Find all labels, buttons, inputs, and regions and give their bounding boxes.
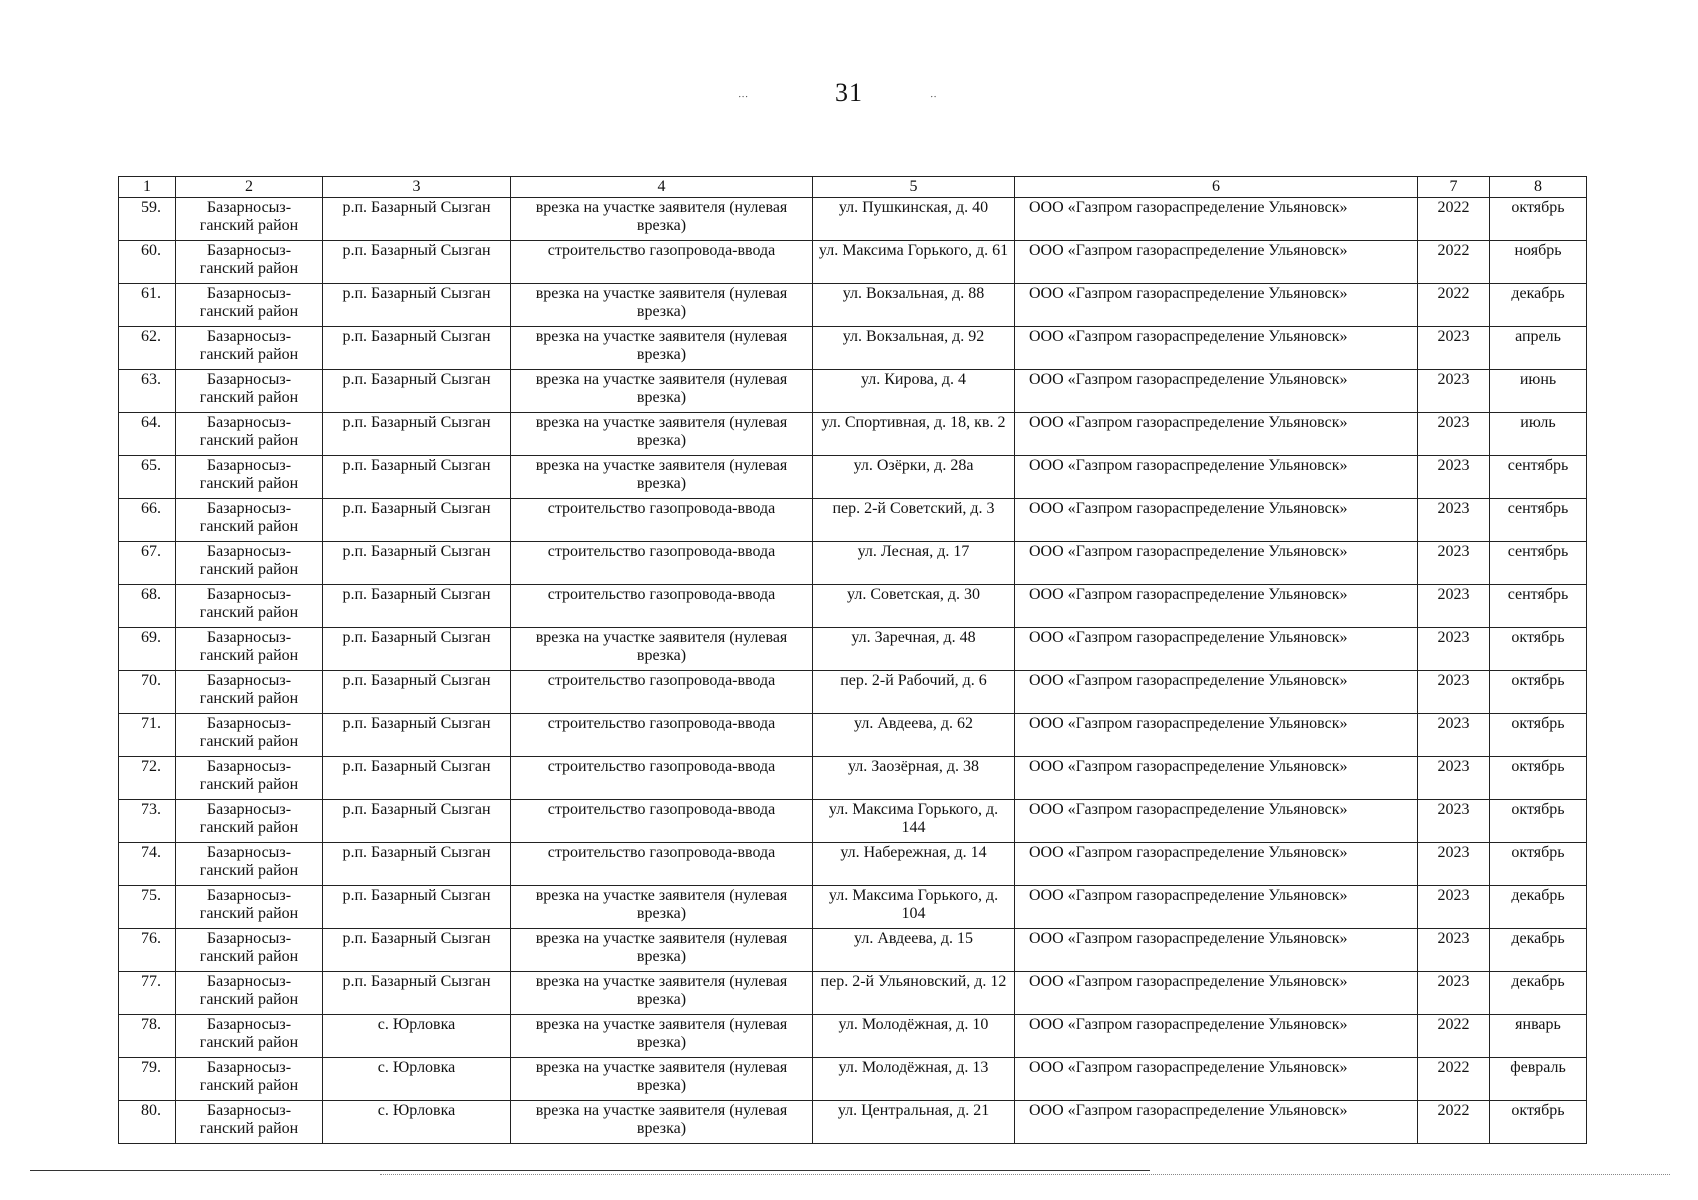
address-cell: ул. Набережная, д. 14 — [813, 843, 1015, 886]
address-cell: ул. Пушкинская, д. 40 — [813, 198, 1015, 241]
address-cell: ул. Молодёжная, д. 10 — [813, 1015, 1015, 1058]
table-row — [119, 1101, 1587, 1144]
row-number-cell: 77. — [119, 972, 176, 1015]
address-cell: ул. Максима Горького, д. 104 — [813, 886, 1015, 929]
row-number-cell: 63. — [119, 370, 176, 413]
settlement-cell: с. Юрловка — [323, 1058, 511, 1101]
address-cell: ул. Максима Горького, д. 144 — [813, 800, 1015, 843]
row-number-cell: 72. — [119, 757, 176, 800]
row-number-cell: 70. — [119, 671, 176, 714]
row-number-cell: 74. — [119, 843, 176, 886]
year-cell: 2023 — [1418, 370, 1490, 413]
year-cell: 2023 — [1418, 499, 1490, 542]
row-number-cell: 79. — [119, 1058, 176, 1101]
work-type-cell: врезка на участке заявителя (нулевая врезка) — [511, 1101, 813, 1144]
district-cell: Базарносыз-ганский район — [176, 241, 323, 284]
month-cell: октябрь — [1490, 1101, 1587, 1144]
column-header: 4 — [511, 177, 813, 198]
settlement-cell: р.п. Базарный Сызган — [323, 284, 511, 327]
row-number-cell: 68. — [119, 585, 176, 628]
year-cell: 2023 — [1418, 757, 1490, 800]
scan-speck: ⋅⋅ — [930, 92, 937, 103]
month-cell: октябрь — [1490, 843, 1587, 886]
organization-cell: ООО «Газпром газораспределение Ульяновск» — [1015, 241, 1418, 284]
address-cell: ул. Заречная, д. 48 — [813, 628, 1015, 671]
column-header: 5 — [813, 177, 1015, 198]
row-number-cell: 76. — [119, 929, 176, 972]
organization-cell: ООО «Газпром газораспределение Ульяновск» — [1015, 1101, 1418, 1144]
column-header: 6 — [1015, 177, 1418, 198]
district-cell: Базарносыз-ганский район — [176, 327, 323, 370]
year-cell: 2023 — [1418, 886, 1490, 929]
address-cell: ул. Центральная, д. 21 — [813, 1101, 1015, 1144]
month-cell: февраль — [1490, 1058, 1587, 1101]
work-type-cell: врезка на участке заявителя (нулевая врезка) — [511, 1058, 813, 1101]
scan-speck: ⋅⋅⋅ — [738, 92, 749, 103]
year-cell: 2023 — [1418, 972, 1490, 1015]
settlement-cell: р.п. Базарный Сызган — [323, 628, 511, 671]
table-row — [119, 499, 1587, 542]
district-cell: Базарносыз-ганский район — [176, 284, 323, 327]
work-type-cell: врезка на участке заявителя (нулевая врезка) — [511, 886, 813, 929]
bottom-rule-dotted — [380, 1174, 1670, 1175]
table-row — [119, 327, 1587, 370]
work-type-cell: строительство газопровода-ввода — [511, 800, 813, 843]
district-cell: Базарносыз-ганский район — [176, 1058, 323, 1101]
organization-cell: ООО «Газпром газораспределение Ульяновск» — [1015, 456, 1418, 499]
settlement-cell: р.п. Базарный Сызган — [323, 413, 511, 456]
table-row — [119, 1015, 1587, 1058]
column-header: 3 — [323, 177, 511, 198]
settlement-cell: р.п. Базарный Сызган — [323, 800, 511, 843]
settlement-cell: р.п. Базарный Сызган — [323, 886, 511, 929]
year-cell: 2023 — [1418, 843, 1490, 886]
organization-cell: ООО «Газпром газораспределение Ульяновск» — [1015, 327, 1418, 370]
district-cell: Базарносыз-ганский район — [176, 929, 323, 972]
organization-cell: ООО «Газпром газораспределение Ульяновск» — [1015, 714, 1418, 757]
settlement-cell: р.п. Базарный Сызган — [323, 327, 511, 370]
table-row — [119, 800, 1587, 843]
district-cell: Базарносыз-ганский район — [176, 757, 323, 800]
organization-cell: ООО «Газпром газораспределение Ульяновск» — [1015, 757, 1418, 800]
district-cell: Базарносыз-ганский район — [176, 499, 323, 542]
table-row — [119, 198, 1587, 241]
district-cell: Базарносыз-ганский район — [176, 972, 323, 1015]
year-cell: 2023 — [1418, 456, 1490, 499]
organization-cell: ООО «Газпром газораспределение Ульяновск» — [1015, 198, 1418, 241]
year-cell: 2023 — [1418, 800, 1490, 843]
row-number-cell: 66. — [119, 499, 176, 542]
work-type-cell: строительство газопровода-ввода — [511, 757, 813, 800]
row-number-cell: 59. — [119, 198, 176, 241]
table-row — [119, 886, 1587, 929]
row-number-cell: 73. — [119, 800, 176, 843]
work-type-cell: строительство газопровода-ввода — [511, 585, 813, 628]
district-cell: Базарносыз-ганский район — [176, 714, 323, 757]
district-cell: Базарносыз-ганский район — [176, 585, 323, 628]
row-number-cell: 71. — [119, 714, 176, 757]
table-row — [119, 370, 1587, 413]
year-cell: 2022 — [1418, 198, 1490, 241]
district-cell: Базарносыз-ганский район — [176, 886, 323, 929]
settlement-cell: р.п. Базарный Сызган — [323, 972, 511, 1015]
year-cell: 2022 — [1418, 284, 1490, 327]
month-cell: декабрь — [1490, 284, 1587, 327]
row-number-cell: 67. — [119, 542, 176, 585]
address-cell: пер. 2-й Ульяновский, д. 12 — [813, 972, 1015, 1015]
column-header: 1 — [119, 177, 176, 198]
year-cell: 2022 — [1418, 1101, 1490, 1144]
bottom-rule — [30, 1170, 1150, 1171]
settlement-cell: р.п. Базарный Сызган — [323, 929, 511, 972]
settlement-cell: р.п. Базарный Сызган — [323, 671, 511, 714]
month-cell: апрель — [1490, 327, 1587, 370]
table-row — [119, 542, 1587, 585]
work-type-cell: строительство газопровода-ввода — [511, 241, 813, 284]
address-cell: ул. Вокзальная, д. 88 — [813, 284, 1015, 327]
month-cell: октябрь — [1490, 628, 1587, 671]
organization-cell: ООО «Газпром газораспределение Ульяновск» — [1015, 413, 1418, 456]
month-cell: июль — [1490, 413, 1587, 456]
year-cell: 2023 — [1418, 542, 1490, 585]
address-cell: ул. Кирова, д. 4 — [813, 370, 1015, 413]
organization-cell: ООО «Газпром газораспределение Ульяновск» — [1015, 972, 1418, 1015]
row-number-cell: 60. — [119, 241, 176, 284]
organization-cell: ООО «Газпром газораспределение Ульяновск» — [1015, 542, 1418, 585]
district-cell: Базарносыз-ганский район — [176, 1101, 323, 1144]
row-number-cell: 64. — [119, 413, 176, 456]
district-cell: Базарносыз-ганский район — [176, 542, 323, 585]
month-cell: октябрь — [1490, 800, 1587, 843]
work-type-cell: врезка на участке заявителя (нулевая врезка) — [511, 327, 813, 370]
column-number-row — [119, 177, 1587, 198]
work-type-cell: врезка на участке заявителя (нулевая врезка) — [511, 413, 813, 456]
gasification-table — [118, 176, 1587, 1144]
table-row — [119, 843, 1587, 886]
address-cell: ул. Молодёжная, д. 13 — [813, 1058, 1015, 1101]
settlement-cell: р.п. Базарный Сызган — [323, 370, 511, 413]
work-type-cell: врезка на участке заявителя (нулевая врезка) — [511, 1015, 813, 1058]
row-number-cell: 78. — [119, 1015, 176, 1058]
district-cell: Базарносыз-ганский район — [176, 370, 323, 413]
address-cell: ул. Озёрки, д. 28а — [813, 456, 1015, 499]
row-number-cell: 62. — [119, 327, 176, 370]
address-cell: ул. Максима Горького, д. 61 — [813, 241, 1015, 284]
organization-cell: ООО «Газпром газораспределение Ульяновск» — [1015, 585, 1418, 628]
organization-cell: ООО «Газпром газораспределение Ульяновск» — [1015, 1015, 1418, 1058]
month-cell: ноябрь — [1490, 241, 1587, 284]
settlement-cell: р.п. Базарный Сызган — [323, 843, 511, 886]
year-cell: 2023 — [1418, 628, 1490, 671]
table-row — [119, 972, 1587, 1015]
organization-cell: ООО «Газпром газораспределение Ульяновск» — [1015, 1058, 1418, 1101]
month-cell: январь — [1490, 1015, 1587, 1058]
work-type-cell: врезка на участке заявителя (нулевая врезка) — [511, 972, 813, 1015]
organization-cell: ООО «Газпром газораспределение Ульяновск» — [1015, 628, 1418, 671]
district-cell: Базарносыз-ганский район — [176, 800, 323, 843]
organization-cell: ООО «Газпром газораспределение Ульяновск» — [1015, 843, 1418, 886]
address-cell: ул. Вокзальная, д. 92 — [813, 327, 1015, 370]
district-cell: Базарносыз-ганский район — [176, 413, 323, 456]
settlement-cell: р.п. Базарный Сызган — [323, 241, 511, 284]
row-number-cell: 65. — [119, 456, 176, 499]
address-cell: ул. Заозёрная, д. 38 — [813, 757, 1015, 800]
table-row — [119, 241, 1587, 284]
row-number-cell: 69. — [119, 628, 176, 671]
year-cell: 2022 — [1418, 241, 1490, 284]
address-cell: ул. Советская, д. 30 — [813, 585, 1015, 628]
table-row — [119, 413, 1587, 456]
work-type-cell: врезка на участке заявителя (нулевая врезка) — [511, 284, 813, 327]
settlement-cell: р.п. Базарный Сызган — [323, 456, 511, 499]
month-cell: октябрь — [1490, 671, 1587, 714]
work-type-cell: строительство газопровода-ввода — [511, 542, 813, 585]
month-cell: сентябрь — [1490, 456, 1587, 499]
column-header: 2 — [176, 177, 323, 198]
organization-cell: ООО «Газпром газораспределение Ульяновск» — [1015, 671, 1418, 714]
table-row — [119, 628, 1587, 671]
table-row — [119, 671, 1587, 714]
month-cell: сентябрь — [1490, 585, 1587, 628]
work-type-cell: врезка на участке заявителя (нулевая врезка) — [511, 198, 813, 241]
settlement-cell: р.п. Базарный Сызган — [323, 499, 511, 542]
month-cell: сентябрь — [1490, 499, 1587, 542]
table-row — [119, 929, 1587, 972]
row-number-cell: 61. — [119, 284, 176, 327]
year-cell: 2023 — [1418, 929, 1490, 972]
work-type-cell: врезка на участке заявителя (нулевая врезка) — [511, 456, 813, 499]
month-cell: декабрь — [1490, 972, 1587, 1015]
work-type-cell: врезка на участке заявителя (нулевая врезка) — [511, 628, 813, 671]
year-cell: 2022 — [1418, 1015, 1490, 1058]
year-cell: 2023 — [1418, 413, 1490, 456]
settlement-cell: с. Юрловка — [323, 1015, 511, 1058]
organization-cell: ООО «Газпром газораспределение Ульяновск» — [1015, 929, 1418, 972]
row-number-cell: 75. — [119, 886, 176, 929]
month-cell: декабрь — [1490, 886, 1587, 929]
settlement-cell: р.п. Базарный Сызган — [323, 198, 511, 241]
organization-cell: ООО «Газпром газораспределение Ульяновск» — [1015, 370, 1418, 413]
work-type-cell: врезка на участке заявителя (нулевая врезка) — [511, 370, 813, 413]
gasification-table-wrapper — [118, 176, 1586, 1144]
settlement-cell: р.п. Базарный Сызган — [323, 585, 511, 628]
district-cell: Базарносыз-ганский район — [176, 671, 323, 714]
address-cell: ул. Лесная, д. 17 — [813, 542, 1015, 585]
settlement-cell: с. Юрловка — [323, 1101, 511, 1144]
year-cell: 2023 — [1418, 671, 1490, 714]
work-type-cell: врезка на участке заявителя (нулевая врезка) — [511, 929, 813, 972]
table-row — [119, 456, 1587, 499]
month-cell: октябрь — [1490, 714, 1587, 757]
district-cell: Базарносыз-ганский район — [176, 456, 323, 499]
district-cell: Базарносыз-ганский район — [176, 198, 323, 241]
address-cell: ул. Авдеева, д. 62 — [813, 714, 1015, 757]
settlement-cell: р.п. Базарный Сызган — [323, 714, 511, 757]
organization-cell: ООО «Газпром газораспределение Ульяновск» — [1015, 886, 1418, 929]
year-cell: 2023 — [1418, 327, 1490, 370]
month-cell: октябрь — [1490, 198, 1587, 241]
district-cell: Базарносыз-ганский район — [176, 628, 323, 671]
year-cell: 2022 — [1418, 1058, 1490, 1101]
column-header: 8 — [1490, 177, 1587, 198]
month-cell: октябрь — [1490, 757, 1587, 800]
row-number-cell: 80. — [119, 1101, 176, 1144]
work-type-cell: строительство газопровода-ввода — [511, 843, 813, 886]
table-row — [119, 585, 1587, 628]
district-cell: Базарносыз-ганский район — [176, 1015, 323, 1058]
table-row — [119, 757, 1587, 800]
month-cell: сентябрь — [1490, 542, 1587, 585]
address-cell: пер. 2-й Советский, д. 3 — [813, 499, 1015, 542]
address-cell: ул. Авдеева, д. 15 — [813, 929, 1015, 972]
district-cell: Базарносыз-ганский район — [176, 843, 323, 886]
year-cell: 2023 — [1418, 585, 1490, 628]
work-type-cell: строительство газопровода-ввода — [511, 499, 813, 542]
page-number: 31 — [835, 78, 863, 107]
year-cell: 2023 — [1418, 714, 1490, 757]
settlement-cell: р.п. Базарный Сызган — [323, 542, 511, 585]
address-cell: пер. 2-й Рабочий, д. 6 — [813, 671, 1015, 714]
organization-cell: ООО «Газпром газораспределение Ульяновск» — [1015, 284, 1418, 327]
month-cell: декабрь — [1490, 929, 1587, 972]
work-type-cell: строительство газопровода-ввода — [511, 671, 813, 714]
column-header: 7 — [1418, 177, 1490, 198]
table-body — [119, 198, 1587, 1144]
table-row — [119, 284, 1587, 327]
month-cell: июнь — [1490, 370, 1587, 413]
address-cell: ул. Спортивная, д. 18, кв. 2 — [813, 413, 1015, 456]
table-row — [119, 714, 1587, 757]
organization-cell: ООО «Газпром газораспределение Ульяновск» — [1015, 800, 1418, 843]
settlement-cell: р.п. Базарный Сызган — [323, 757, 511, 800]
work-type-cell: строительство газопровода-ввода — [511, 714, 813, 757]
organization-cell: ООО «Газпром газораспределение Ульяновск» — [1015, 499, 1418, 542]
table-row — [119, 1058, 1587, 1101]
